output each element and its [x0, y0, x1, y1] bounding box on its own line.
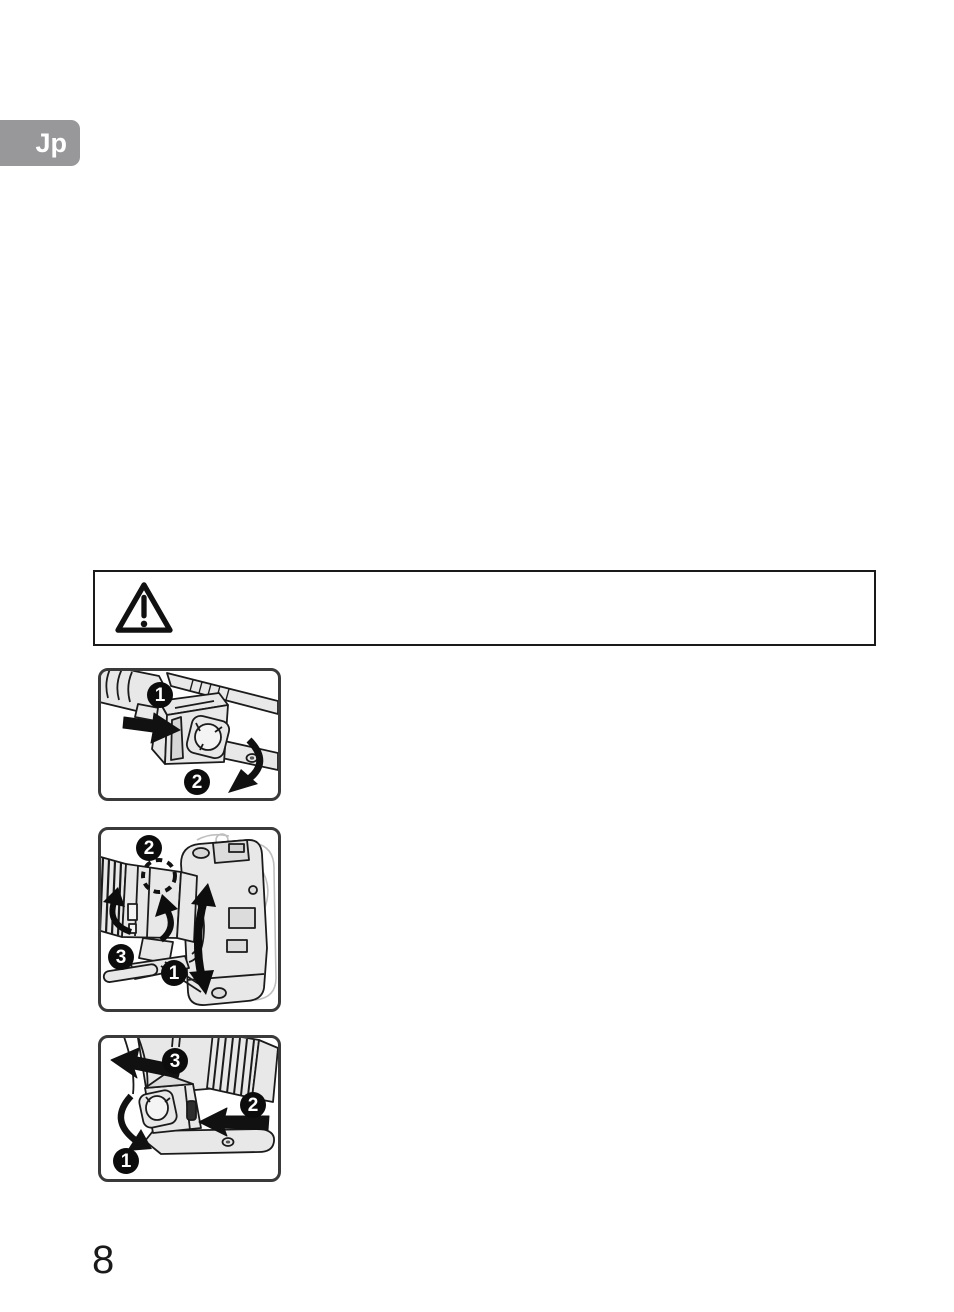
- step-badge: 3: [162, 1048, 188, 1074]
- warning-triangle-icon: [115, 582, 173, 634]
- step-badge: 2: [184, 769, 210, 795]
- warning-box: [93, 570, 876, 646]
- language-tab-jp: [0, 120, 80, 166]
- figure-attach-tripod-collar: [98, 668, 281, 801]
- step-badge: 1: [161, 960, 187, 986]
- release-latch: [187, 1101, 196, 1120]
- step-badge: 2: [136, 835, 162, 861]
- figure-detach-tripod-collar: [98, 1035, 281, 1182]
- step-badge: 1: [147, 682, 173, 708]
- rotate-camera-illustration: [101, 830, 278, 1009]
- tripod-foot-plate: [145, 1129, 274, 1154]
- step-badge: 1: [113, 1148, 139, 1174]
- figure-rotate-lens-in-collar: [98, 827, 281, 1012]
- language-tab-label: Jp: [35, 127, 67, 158]
- clamp-knob: [185, 714, 231, 760]
- clamp-knob: [138, 1089, 178, 1129]
- page-number: 8: [92, 1238, 115, 1282]
- step-badge: 3: [108, 944, 134, 970]
- step-badge: 2: [240, 1092, 266, 1118]
